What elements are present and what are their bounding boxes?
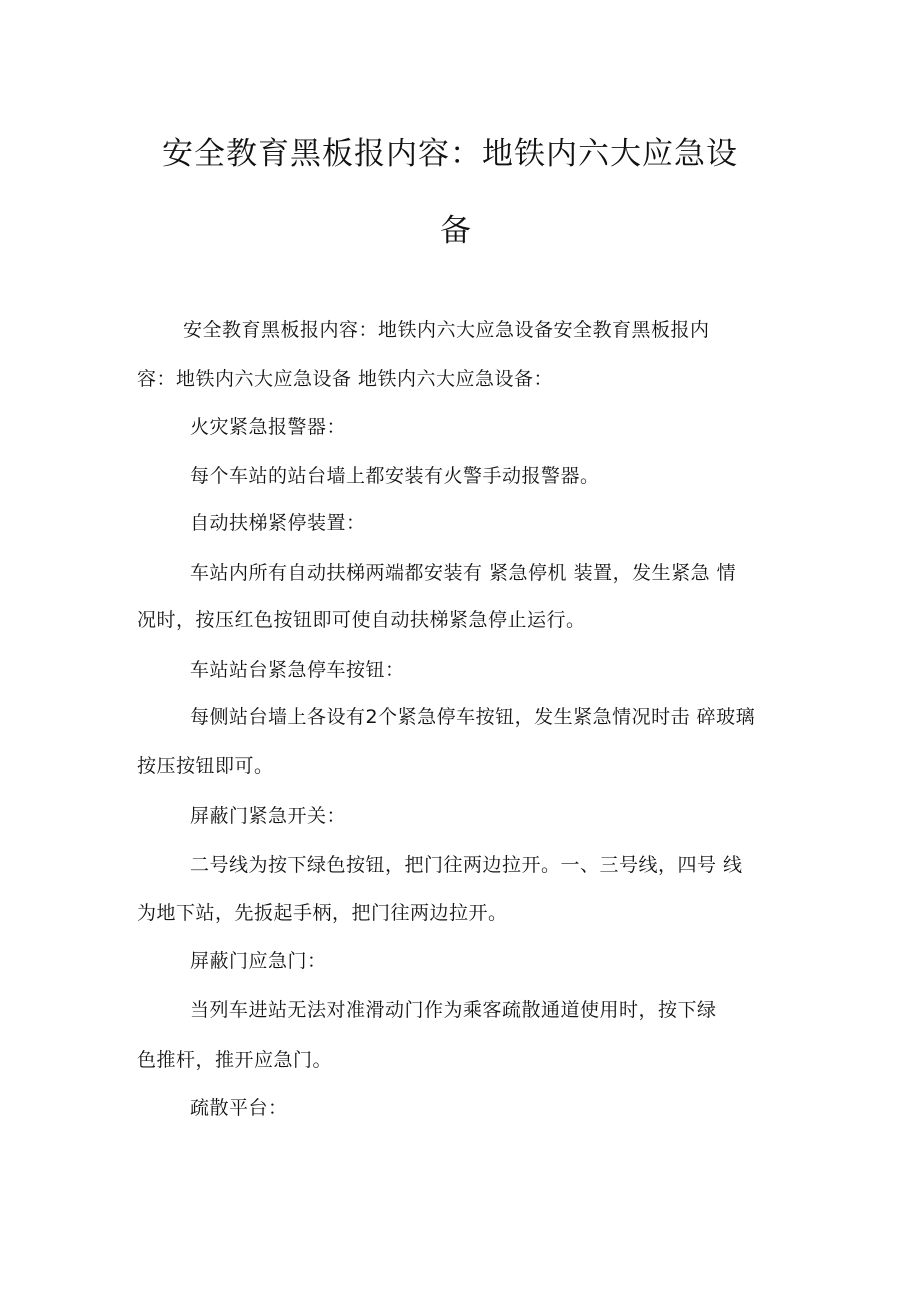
paragraph-line: 二号线为按下绿色按钮，把门往两边拉开。一、三号线，四号 线	[190, 854, 743, 876]
title-line-1: 安全教育黑板报内容：地铁内六大应急设	[162, 136, 738, 172]
paragraph-line: 为地下站，先扳起手柄，把门往两边拉开。	[137, 902, 508, 924]
section-heading: 疏散平台：	[190, 1097, 288, 1119]
paragraph-line: 每个车站的站台墙上都安装有火警手动报警器。	[190, 465, 600, 487]
section-heading: 火灾紧急报警器：	[190, 416, 347, 438]
section-heading: 屏蔽门紧急开关：	[190, 805, 347, 827]
paragraph-line: 安全教育黑板报内容：地铁内六大应急设备安全教育黑板报内	[183, 319, 710, 341]
paragraph-line: 况时，按压红色按钮即可使自动扶梯紧急停止运行。	[137, 609, 586, 631]
paragraph-line: 容：地铁内六大应急设备 地铁内六大应急设备：	[137, 368, 554, 390]
section-heading: 车站站台紧急停车按钮：	[190, 659, 405, 681]
section-heading: 自动扶梯紧停装置：	[190, 512, 366, 534]
section-heading: 屏蔽门应急门：	[190, 950, 327, 972]
title-line-2: 备	[440, 213, 472, 249]
paragraph-line: 当列车进站无法对准滑动门作为乘客疏散通道使用时，按下绿	[190, 999, 717, 1021]
paragraph-line: 车站内所有自动扶梯两端都安装有 紧急停机 装置，发生紧急 情	[190, 562, 737, 584]
paragraph-line: 色推杆，推开应急门。	[137, 1049, 333, 1071]
paragraph-line: 按压按钮即可。	[137, 755, 274, 777]
paragraph-line: 每侧站台墙上各设有2个紧急停车按钮，发生紧急情况时击 碎玻璃	[190, 706, 756, 728]
